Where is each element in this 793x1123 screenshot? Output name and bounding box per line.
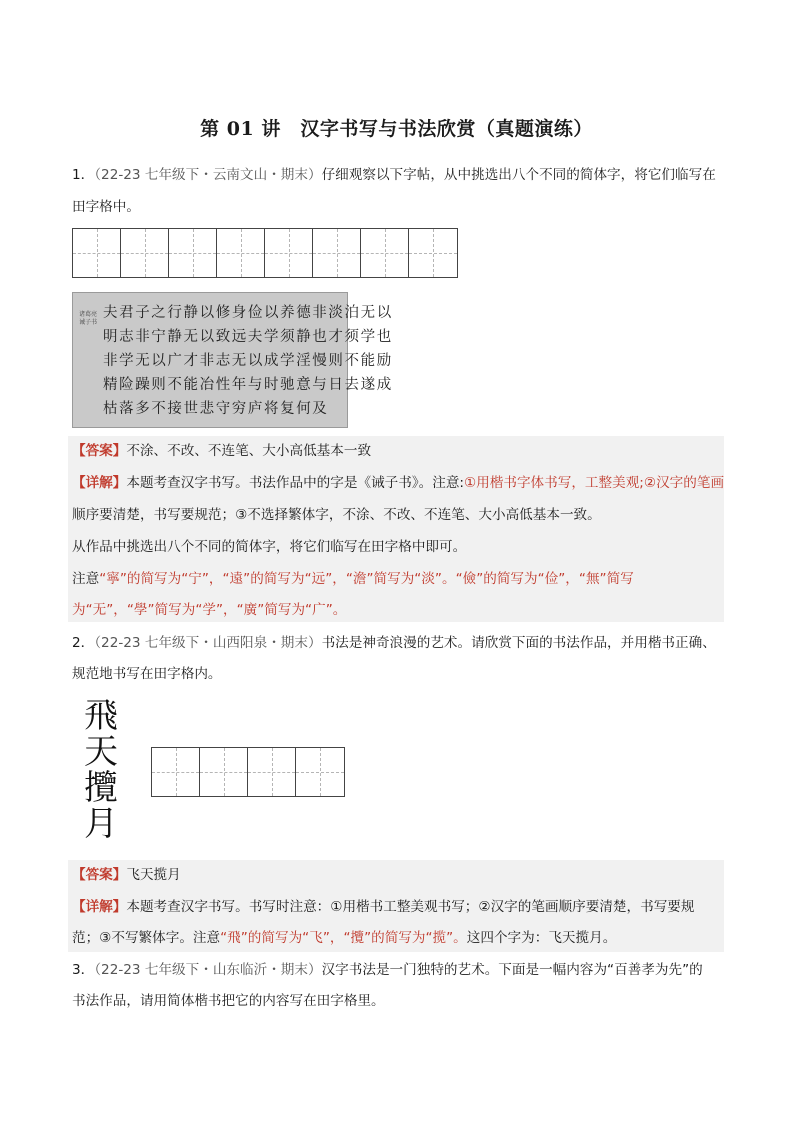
q1-detail-line-4	[72, 569, 634, 589]
q1-detail-4b: “寧”的简写为“宁”，“遠”的简写为“远”，“澹”简写为“淡”。“儉”的简写为“俭”，“無”简写	[99, 571, 634, 587]
q1-text-a: 仔细观察以下字帖，从中挑选出八个不同的简体字，将它们临写在	[321, 167, 716, 183]
tian-cell[interactable]	[217, 229, 265, 277]
artwork-char: 天	[84, 732, 118, 772]
q1-detail-4a: 注意	[72, 571, 100, 587]
tian-cell[interactable]	[200, 748, 248, 796]
calligraphy-row: 枯落多不接世悲守穷庐将复何及	[103, 401, 329, 417]
q1-detail-line-2: 顺序要清楚，书写要规范；③不选择繁体字，不涂、不改、不连笔、大小高低基本一致。	[72, 507, 601, 523]
q2-stem-line-1	[72, 633, 716, 653]
q2-detail-2a: 范；③不写繁体字。注意	[72, 930, 221, 946]
q1-answer: 不涂、不改、不连笔、大小高低基本一致	[126, 443, 372, 459]
q2-calligraphy-artwork	[76, 698, 126, 842]
calligraphy-row: 明志非宁静无以致远夫学须静也才须学也	[103, 329, 393, 345]
tian-cell[interactable]	[409, 229, 457, 277]
calligraphy-row: 夫君子之行静以修身俭以养德非淡泊无以	[103, 305, 393, 321]
tian-cell[interactable]	[121, 229, 169, 277]
q2-stem-line-2: 规范地书写在田字格内。	[72, 666, 222, 682]
q3-stem-line-2: 书法作品，请用简体楷书把它的内容写在田字格里。	[72, 993, 385, 1009]
q2-detail-2b: “飛”的简写为“飞”，“攬”的简写为“揽”。	[220, 930, 467, 946]
detail-tag: 【详解】	[72, 899, 127, 915]
q1-answer-box	[68, 436, 724, 622]
artwork-char: 月	[84, 804, 118, 844]
q1-calligraphy-image	[72, 292, 393, 428]
q2-number: 2．	[72, 635, 95, 651]
tian-cell[interactable]	[296, 748, 344, 796]
q1-tian-grid[interactable]	[72, 228, 458, 278]
q1-stem-line-1	[72, 165, 716, 185]
q2-detail-1: 本题考查汉字书写。书写时注意：①用楷书工整美观书写；②汉字的笔画顺序要清楚，书写要规	[126, 899, 695, 915]
q3-stem-line-1	[72, 960, 703, 980]
tian-cell[interactable]	[152, 748, 200, 796]
q2-detail-2c: 这四个字为：飞天揽月。	[466, 930, 617, 946]
q2-answer-line	[72, 865, 181, 885]
calligraphy-row: 精险躁则不能冶性年与时驰意与日去遂成	[103, 377, 393, 393]
answer-tag: 【答案】	[72, 867, 127, 883]
q1-detail-1b: ①用楷书字体书写，工整美观;②汉字的笔画	[464, 475, 725, 491]
q2-source: （22-23 七年级下・山西阳泉・期末）	[94, 635, 322, 651]
q1-detail-line-5: 为“无”，“學”简写为“学”，“廣”简写为“广”。	[72, 602, 347, 618]
q2-detail-line-2	[72, 928, 616, 948]
q1-source: （22-23 七年级下・云南文山・期末）	[94, 167, 322, 183]
calligraphy-row: 非学无以广才非志无以成学淫慢则不能励	[103, 353, 393, 369]
tian-cell[interactable]	[73, 229, 121, 277]
answer-tag: 【答案】	[72, 443, 127, 459]
page-title: 第 01 讲 汉字书写与书法欣赏（真题演练）	[200, 118, 593, 140]
q1-detail-1a: 本题考查汉字书写。书法作品中的字是《诫子书》。注意:	[126, 475, 464, 491]
artwork-char: 攬	[84, 768, 118, 808]
q2-tian-grid[interactable]	[151, 747, 345, 797]
q3-number: 3．	[72, 962, 95, 978]
detail-tag: 【详解】	[72, 475, 127, 491]
tian-cell[interactable]	[313, 229, 361, 277]
q1-stem-line-2: 田字格中。	[72, 199, 140, 215]
q1-number: 1．	[72, 167, 95, 183]
tian-cell[interactable]	[248, 748, 296, 796]
q1-answer-line	[72, 441, 371, 461]
tian-cell[interactable]	[361, 229, 409, 277]
q1-detail-line-3: 从作品中挑选出八个不同的简体字，将它们临写在田字格中即可。	[72, 539, 467, 555]
calligraphy-signature: 诸葛亮诫子书	[79, 311, 98, 326]
q2-detail-line-1	[72, 897, 695, 917]
artwork-char: 飛	[84, 696, 118, 736]
q2-text-a: 书法是神奇浪漫的艺术。请欣赏下面的书法作品，并用楷书正确、	[321, 635, 716, 651]
q2-answer: 飞天揽月	[126, 867, 181, 883]
q3-text-a: 汉字书法是一门独特的艺术。下面是一幅内容为“百善孝为先”的	[321, 962, 703, 978]
q1-detail-line-1	[72, 473, 724, 493]
tian-cell[interactable]	[265, 229, 313, 277]
q3-source: （22-23 七年级下・山东临沂・期末）	[94, 962, 322, 978]
tian-cell[interactable]	[169, 229, 217, 277]
